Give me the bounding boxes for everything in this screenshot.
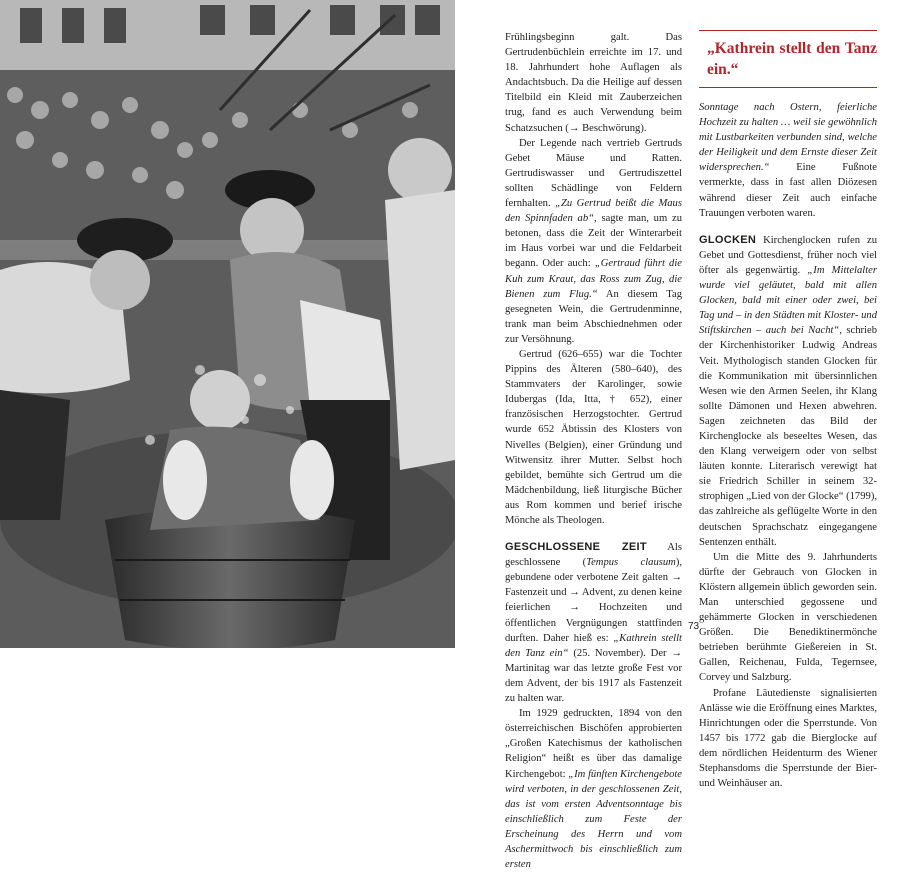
text-column-left <box>505 30 682 872</box>
entry-heading-glocken: GLOCKEN <box>699 233 757 246</box>
italic-quote: Sonntage nach Ostern, feierliche Hochzeit zu halten … weil sie gewöhnlich mit Lustbarkeiten verbunden sind, welche der Heiligkeit und dem Ernste dieser Zeit widersprechen.“ <box>699 102 877 174</box>
paragraph: Frühlingsbeginn galt. Das Gertrudenbüchlein erreichte im 17. und 18. Jahrhundert hohe Auflagen als Andachtsbuch. Da die Heilige auf dessen Titelbild ein Kleid mit Zauberzeichen trug, fand es auch Verwendung beim Schatzsuchen (→ Beschwörung). <box>505 32 682 134</box>
paragraph <box>505 136 682 347</box>
paragraph <box>699 100 877 221</box>
paragraph <box>699 233 877 550</box>
text: (25. November). Der → Martinitag war das letzte große Fest vor dem Advent, der bis 1917 als Fastenzeit zu halten war. <box>505 647 682 705</box>
italic-quote: „Im fünften Kirchengebote wird verboten, in der geschlossenen Zeit, das ist vom ersten Adventsonntage bis einschließlich zum Feste der Erscheinung des Herrn und vom Aschermittwoch bis einschließlich zum ersten <box>505 768 683 871</box>
text: , sagte man, um zu betonen, dass die Zeit der Winterarbeit im Haus vorbei war und die Feldarbeit begann. Oder auch: <box>505 213 683 270</box>
text: Als geschlossene ( <box>505 542 682 569</box>
text: , schrieb der Kirchenhistoriker Ludwig Andreas Veit. Mythologisch standen Glocken für die Kommunikation mit übersinnlichen Wesen wie den Armen Seelen, ihr Klang sollte Dämonen und Hexen abwehren. Sagen zeichneten das Bild der Kirchenglocke als beseeltes Wesen, das den Klang verweigern oder von selbst läuten konnte. Literarisch verewigt hat sie Friedrich Schiller in seinem 32-strophigen „Lied von der Glocke“ (1799), das zahlreiche als geflügelte Worte in den deutschen Sprachschatz eingegangene Sentenzen enthält. <box>699 325 878 548</box>
italic-term: Tempus clausum <box>586 557 676 569</box>
paragraph <box>505 540 682 706</box>
text: ), gebundene oder verbotene Zeit galten → Fastenzeit und → Advent, zu denen keine feierlichen → Hochzeiten und öffentlichen Vergnügungen stattfinden durften. Daher hieß es: <box>505 557 682 644</box>
text: Kirchenglocken rufen zu Gebet und Gottesdienst, früher noch viel öfter als gegenwärtig. <box>699 234 877 276</box>
pull-quote <box>699 30 877 88</box>
italic-quote: „Im Mittelalter wurde viel geläutet, bald mit allen Glocken, bald mit einer oder zwei, bei Tag und – in den Städten mit Kloster- und Stiftskirchen – auch bei Nacht“ <box>699 264 877 337</box>
text-column-right <box>699 30 877 791</box>
text: Im 1929 gedruckten, 1894 von den österreichischen Bischöfen approbierten „Großen Katechismus der katholischen Religion“ heißt es über das damalige Kirchengebot: <box>505 708 682 780</box>
italic-quote: „Kathrein stellt den Tanz ein“ <box>505 632 682 659</box>
paragraph: Um die Mitte des 9. Jahrhunderts dürfte der Gebrauch von Glocken in Klöstern allgemein üblich geworden sein. Man unterschied gegossene und gehämmerte Glocken in verschiedenen Größen. Die Benediktinermönche betrieben berühmte Gießereien in St. Gallen, Reichenau, Fulda, Tegernsee, Corvey und Salzburg. <box>699 551 877 684</box>
paragraph: Profane Läutedienste signalisierten Anlässe wie die Eröffnung eines Marktes, Hinrichtungen oder die Sperrstunde. Von 1457 bis 1772 gab die Bierglocke auf dem nördlichen Heidenturm des Wiener Stephansdoms die Sperrstunde der Bier- und Weinhäuser an. <box>699 687 877 790</box>
paragraph <box>505 706 682 872</box>
photo-barrel-dunking <box>0 0 455 648</box>
paragraph: Gertrud (626–655) war die Tochter Pippins des Älteren (580–640), des Stammvaters der Karolinger, sowie Idubergas (Ida, Itta, † 652), einer französischen Herzogstochter. Gertrud wurde 652 Äbtissin des Klosters von Nivelles (Belgien), einer Gründung und Witwensitz ihrer Mutter. Selbst hoch gebildet, bemühte sich Gertrud um die Mädchenbildung, ließ liturgische Bücher aus Rom kommen und berief irische Mönche als Theologen. <box>505 348 682 526</box>
entry-heading-geschlossene-zeit: GESCHLOSSENE ZEIT <box>505 541 647 554</box>
page-number: 73 <box>688 621 700 632</box>
pull-quote-text: „Kathrein stellt den Tanz ein.“ <box>707 40 877 78</box>
text: An diesem Tag gesegneten Wein, die Gertrudenminne, trank man beim Abschiednehmen oder zur Versöhnung. <box>505 288 682 345</box>
text: Der Legende nach vertrieb Gertruds Gebet Mäuse und Ratten. Gertrudiswasser und Gertrudiszettel sollten Schädlinge von Feldern fernhalten. <box>505 137 682 210</box>
italic-quote: „Gertraud führt die Kuh zum Kraut, das Ross zum Zug, die Bienen zum Flug.“ <box>505 258 682 300</box>
text: Eine Fußnote vermerkte, dass in fast allen Diözesen während dieser Zeit auch einfache Trauungen verboten waren. <box>699 162 877 219</box>
italic-quote: „Zu Gertrud beißt die Maus den Spinnfaden ab“ <box>505 198 682 225</box>
